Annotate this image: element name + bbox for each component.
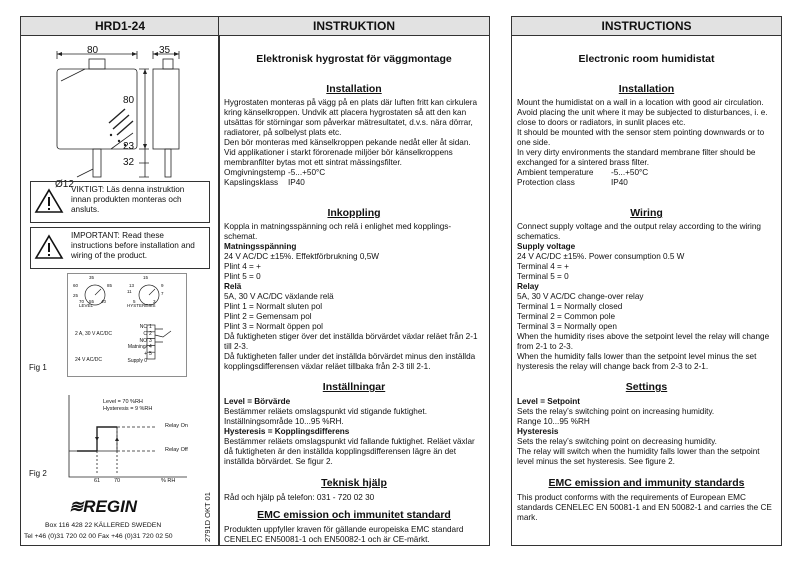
sv-support-text: Råd och hjälp på telefon: 031 - 720 02 30 (224, 493, 375, 502)
sv-wiring-body: Koppla in matningsspänning och relä i enlighet med kopplings-schemat. Matningsspänning 24 V AC/DC ±15%. Effektförbrukning 0,5W Plint 4 = + Plint 5 = 0 Relä 5A, 30 V AC/DC växlande relä Plint 1 = Normalt sluten pol Plint 2 = Gemensam pol Plint 3 = Normalt öppen pol Då fuktigheten stiger över det inställda börvärdet växlar reläet från 2-1 till 2-3. Då fuktigheten faller under det inställda börvärdet minus den inställda kopplingsdifferensen växlar reläet tillbaka från 2-3 till 2-1. (224, 222, 478, 371)
en-wiring-body: Connect supply voltage and the output relay according to the wiring schematics. Supply voltage 24 V AC/DC ±15%. Power consumption 0.5 W Terminal 4 = + Terminal 5 = 0 Relay 5A, 30 V AC/DC change-over relay Terminal 1 = Normally closed Terminal 2 = Common pole Terminal 3 = Normally open When the humidity rises above the setpoint level the relay will change from 2-1 to 2-3. When the humidity falls lower than the setpoint level minus the set hysteresis the relay will change back from 2-3 to 2-1. (517, 222, 770, 371)
sv-support-title: Teknisk hjälp (321, 477, 387, 489)
terminal-names: NC C NO Matning/ + Supply 0 (127, 324, 147, 364)
sv-settings-body: Level = Börvärde Bestämmer reläets omslagspunkt vid stigande fuktighet. Inställningsområde 10...95 %RH. Hysteresis = Kopplingsdifferens Bestämmer reläets omslagspunkt vid fallande fuktighet. Reläet växlar då fuktigheten är den inställda kopplingsdifferensen lägre än det inställda börvärdet. Se figur 2. (224, 397, 475, 466)
sv-settings-title: Inställningar (322, 381, 386, 393)
relay-off-label: Relay Off (165, 447, 188, 453)
terminal-numbers: 1 2 3 4 5 (149, 324, 152, 358)
en-wiring-title: Wiring (630, 207, 663, 219)
en-emc-text: This product conforms with the requirements of European EMC standards CENELEC EN 50081-1 and EN 50082-1 and carries the CE mark. (517, 493, 772, 522)
fig2-unit: % RH (161, 478, 176, 484)
sv-emc-text: Produkten uppfyller kraven för gällande europeiska EMC standard CENELEC EN50081-1 och EN50082-1 och är CE-märkt. (224, 525, 464, 544)
warning-en (30, 227, 210, 269)
en-settings-title: Settings (625, 381, 668, 393)
relay-on-label: Relay On (165, 423, 188, 429)
dim-b: 32 (123, 157, 135, 168)
sv-emc-title: EMC emission och immunitet standard (257, 509, 451, 521)
fig2-x1: 61 (94, 478, 101, 484)
product-header: HRD1-24 (21, 17, 219, 36)
en-settings-body: Level = Setpoint Sets the relay’s switching point on increasing humidity. Range 10...95 %RH Hysteresis Sets the relay’s switching point on decreasing humidity. The relay will switch when the humidity falls lower than the setpoint level minus the set hysteresis. See figure 2. (517, 397, 760, 466)
regin-logo: ≋REGIN (69, 497, 138, 516)
swedish-column (218, 16, 490, 546)
fig2-settings: Level = 70 %RH Hysteresis = 9 %RH (103, 399, 153, 412)
relay-rating-label: 2 A, 30 V AC/DC (75, 331, 112, 337)
dimension-drawing (21, 37, 219, 187)
dim-depth: 35 (159, 45, 171, 56)
dim-diameter: Ø12 (55, 179, 74, 190)
sv-installation-title: Installation (326, 83, 382, 95)
dim-height: 80 (123, 95, 135, 106)
warning-en-text: IMPORTANT: Read these instructions before installation and wiring of the product. (71, 231, 195, 260)
dim-width: 80 (87, 45, 99, 56)
doc-code: 2791D OKT 01 (203, 492, 212, 542)
swedish-header: INSTRUKTION (219, 17, 489, 36)
warning-icon (34, 188, 64, 214)
sv-wiring-title: Inkoppling (327, 207, 381, 219)
company-address: Box 116 428 22 KÄLLERED SWEDEN (45, 522, 162, 529)
fig1-label: Fig 1 (29, 363, 47, 372)
product-column: HRD1-24 80 35 80 23 32 Ø12 VIKTIGT: Läs denna instruktion innan produkten monteras och ansluts. IMPORTANT: Read these instructions before installation and wiring of the product. 35 60 85 25 70 55 40 LEVEL 15 13 11 9 7 5 3 HYSTERESIS 2 A, 30 V AC/DC 24 V AC/DC NC C NO Matning/ + Supply 0 1 2 3 4 5 Fig 1 Level = 70 %RH Hysteresis = 9 %RH Relay On Relay Off 61 70 % RH Fig 2 ≋REGIN Box 116 428 22 KÄLLERED SWEDEN Tel +46 (0)31 720 02 00 Fax +46 (0)31 720 02 50 (20, 16, 220, 546)
english-subtitle: Electronic room humidistat (578, 53, 715, 65)
company-phone: Tel +46 (0)31 720 02 00 Fax +46 (0)31 720 02 50 (24, 533, 173, 540)
warning-sv (30, 181, 210, 223)
warning-sv-text: VIKTIGT: Läs denna instruktion innan produkten monteras och ansluts. (71, 185, 185, 214)
sv-installation-body: Hygrostaten monteras på vägg på en plats där luften fritt kan cirkulera kring känselkroppen. Undvik att placera hygrostaten så att den kan utsättas för störningar som påverkar mätresultatet, d.v.s. nära dörrar, radiatorer, på solbelyst plats etc. Den bör monteras med känselkroppen pekande nedåt eller åt sidan. Vid applikationer i starkt förorenade miljöer bör känselkroppens membranfilter bytas mot ett sintrat mässingsfilter. Omgivningstemp -5...+50°C Kapslingsklass IP40 (224, 98, 478, 187)
fig2-x2: 70 (114, 478, 121, 484)
en-emc-title: EMC emission and immunity standards (548, 477, 745, 489)
english-column (511, 16, 782, 546)
regin-wave-icon: ≋ (69, 497, 84, 516)
warning-icon (34, 234, 64, 260)
supply-rating-label: 24 V AC/DC (75, 357, 102, 363)
fig2-label: Fig 2 (29, 469, 47, 478)
dial2-label: HYSTERESIS (127, 303, 156, 308)
en-installation-title: Installation (618, 83, 675, 95)
dim-a: 23 (123, 141, 135, 152)
dial1-label: LEVEL (79, 303, 94, 308)
english-header: INSTRUCTIONS (512, 17, 781, 36)
en-installation-body: Mount the humidistat on a wall in a location with good air circulation. Avoid placing the unit where it may be subjected to disturbances, i. e. close to doors or radiators, in sunlit places etc. It should be mounted with the sensor stem pointing downwards or to one side. In very dirty environments the standard membrane filter should be exchanged for a sintered brass filter. Ambient temperature -5...+50°C Protection class IP40 (517, 98, 768, 187)
swedish-subtitle: Elektronisk hygrostat för väggmontage (256, 53, 452, 65)
